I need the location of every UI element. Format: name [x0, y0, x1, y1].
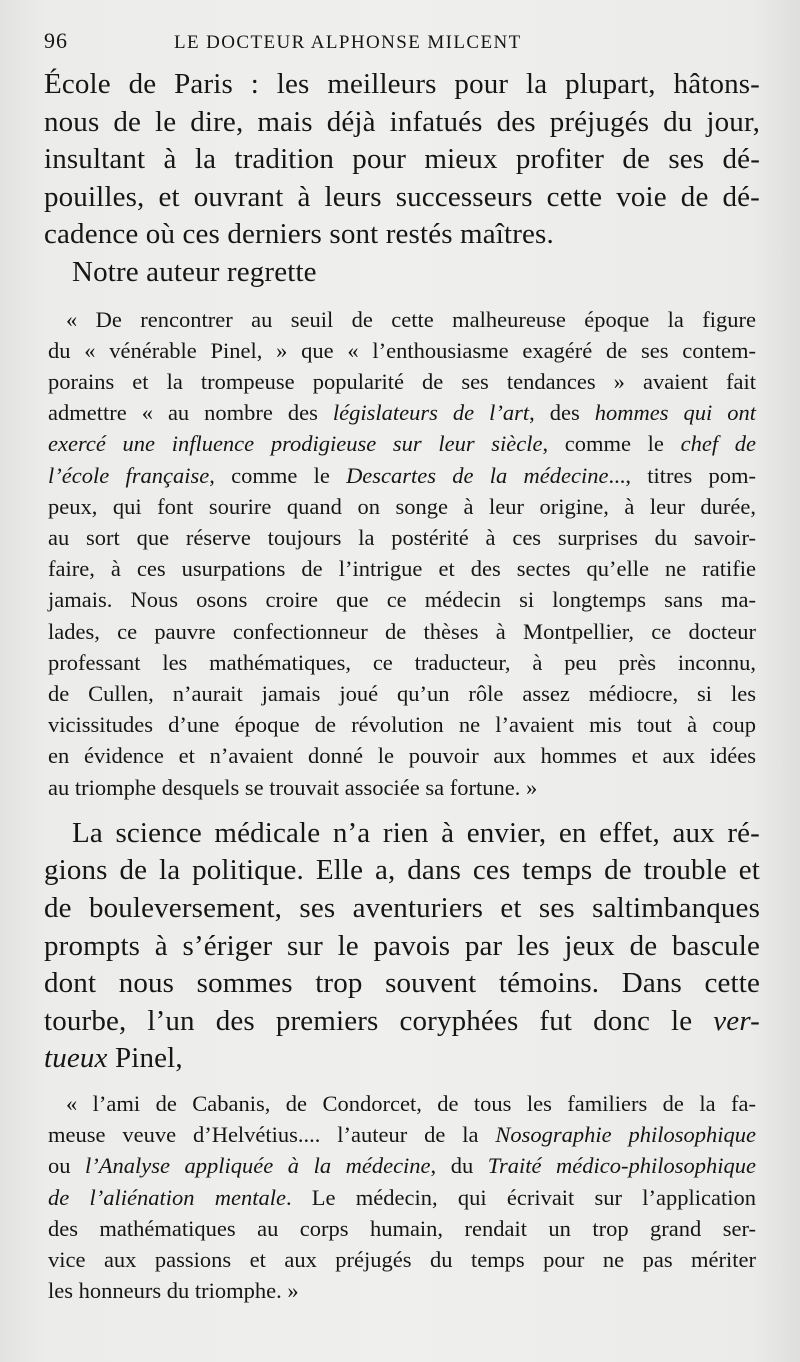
italic-phrase: législateurs de l’art	[332, 400, 530, 426]
quote-line: au triomphe desquels se trouvait associée sa fortune. »	[48, 774, 538, 800]
text-line: de bouleversement, ses aventuriers et ses saltimbanques	[44, 892, 760, 924]
quote-text: meuse veuve d’Helvétius.... l’auteur de la	[48, 1122, 496, 1148]
text-line: insultant à la tradition pour mieux profiter de ses dé-	[44, 143, 760, 176]
italic-phrase: chef de	[680, 431, 756, 457]
italic-phrase: Traité médico-philosophique	[487, 1153, 756, 1179]
quote-text: , comme le	[542, 431, 681, 457]
quote-line	[48, 1150, 756, 1181]
quote-line: porains et la trompeuse popularité de ses tendances » avaient fait	[48, 368, 756, 394]
paragraph-notre-auteur	[44, 254, 760, 292]
quote-text: . Le médecin, qui écrivait sur l’application	[285, 1184, 756, 1210]
quote-text: , comme le	[209, 462, 347, 488]
text-line: gions de la politique. Elle a, dans ces temps de trouble et	[44, 854, 760, 887]
italic-phrase: exercé une influence prodigieuse sur leur siècle	[48, 431, 543, 457]
block-quote-pinel	[44, 304, 760, 803]
page-number: 96	[44, 28, 68, 53]
quote-text: ..., titres pom-	[608, 462, 756, 488]
para-text: Pinel,	[107, 1042, 183, 1075]
text-line: pouilles, et ouvrant à leurs successeurs cette voie de dé-	[44, 180, 760, 213]
quote-line: de Cullen, n’aurait jamais joué qu’un rôle assez médiocre, si les	[48, 681, 756, 706]
quote-line	[48, 1119, 756, 1150]
quote-text: ou	[48, 1153, 86, 1179]
quote-line: professant les mathématiques, ce traducteur, à peu près inconnu,	[48, 649, 756, 675]
text-line: cadence où ces derniers sont restés maîtres.	[44, 218, 554, 251]
italic-phrase: ver-	[713, 1004, 760, 1037]
text-line: École de Paris : les meilleurs pour la plupart, hâtons-	[44, 68, 760, 100]
quote-line: en évidence et n’avaient donné le pouvoir aux hommes et aux idées	[48, 743, 756, 769]
quote-line: peux, qui font sourire quand on songe à leur origine, à leur durée,	[48, 493, 756, 519]
text-line	[44, 1003, 760, 1041]
text-line	[44, 1040, 760, 1078]
quote-line: lades, ce pauvre confectionneur de thèses à Montpellier, ce docteur	[48, 618, 756, 644]
quote-line: au sort que réserve toujours la postérité à ces surprises du savoir-	[48, 524, 756, 550]
italic-phrase: de l’aliénation mentale	[48, 1184, 286, 1210]
italic-phrase: hommes qui ont	[594, 400, 757, 426]
italic-phrase: tueux	[44, 1042, 108, 1075]
quote-line	[48, 428, 756, 459]
text-line: prompts à s’ériger sur le pavois par les jeux de bascule	[44, 929, 760, 962]
block-quote-cabanis	[44, 1088, 760, 1306]
quote-line: du « vénérable Pinel, » que « l’enthousiasme exagéré de ses contem-	[48, 337, 756, 363]
quote-line: vice aux passions et aux préjugés du temps pour ne pas mériter	[48, 1246, 756, 1272]
quote-line	[48, 397, 756, 428]
italic-phrase: l’école française	[48, 462, 210, 488]
paragraph-ecole-de-paris	[44, 66, 760, 254]
italic-phrase: Descartes de la médecine	[346, 462, 609, 488]
quote-line: « l’ami de Cabanis, de Condorcet, de tous les familiers de la fa-	[66, 1090, 756, 1116]
italic-phrase: l’Analyse appliquée à la médecine	[85, 1153, 431, 1179]
quote-line: faire, à ces usurpations de l’intrigue et des sectes qu’elle ne ratifie	[48, 556, 756, 582]
running-head: LE DOCTEUR ALPHONSE MILCENT	[174, 32, 522, 53]
quote-text: admettre « au nombre des	[48, 400, 333, 426]
text-line: nous de le dire, mais déjà infatués des préjugés du jour,	[44, 105, 760, 138]
quote-text: , des	[529, 400, 595, 426]
paragraph-science-medicale	[44, 815, 760, 1078]
quote-text: , du	[430, 1153, 488, 1179]
quote-line	[48, 1182, 756, 1213]
quote-line: jamais. Nous osons croire que ce médecin si longtemps sans ma-	[48, 587, 756, 613]
page-header	[44, 28, 760, 58]
quote-line: vicissitudes d’une époque de révolution ne l’avaient mis tout à coup	[48, 712, 756, 738]
text-line: dont nous sommes trop souvent témoins. Dans cette	[44, 967, 760, 1000]
quote-line: des mathématiques au corps humain, rendait un trop grand ser-	[48, 1215, 756, 1241]
text-line: Notre auteur regrette	[72, 255, 317, 288]
para-text: tourbe, l’un des premiers coryphées fut donc le	[44, 1004, 714, 1037]
quote-line: les honneurs du triomphe. »	[48, 1278, 299, 1304]
quote-line	[48, 460, 756, 491]
italic-phrase: Nosographie philosophique	[495, 1122, 756, 1148]
quote-line: « De rencontrer au seuil de cette malheureuse époque la figure	[66, 306, 756, 332]
text-line: La science médicale n’a rien à envier, en effet, aux ré-	[72, 816, 760, 849]
